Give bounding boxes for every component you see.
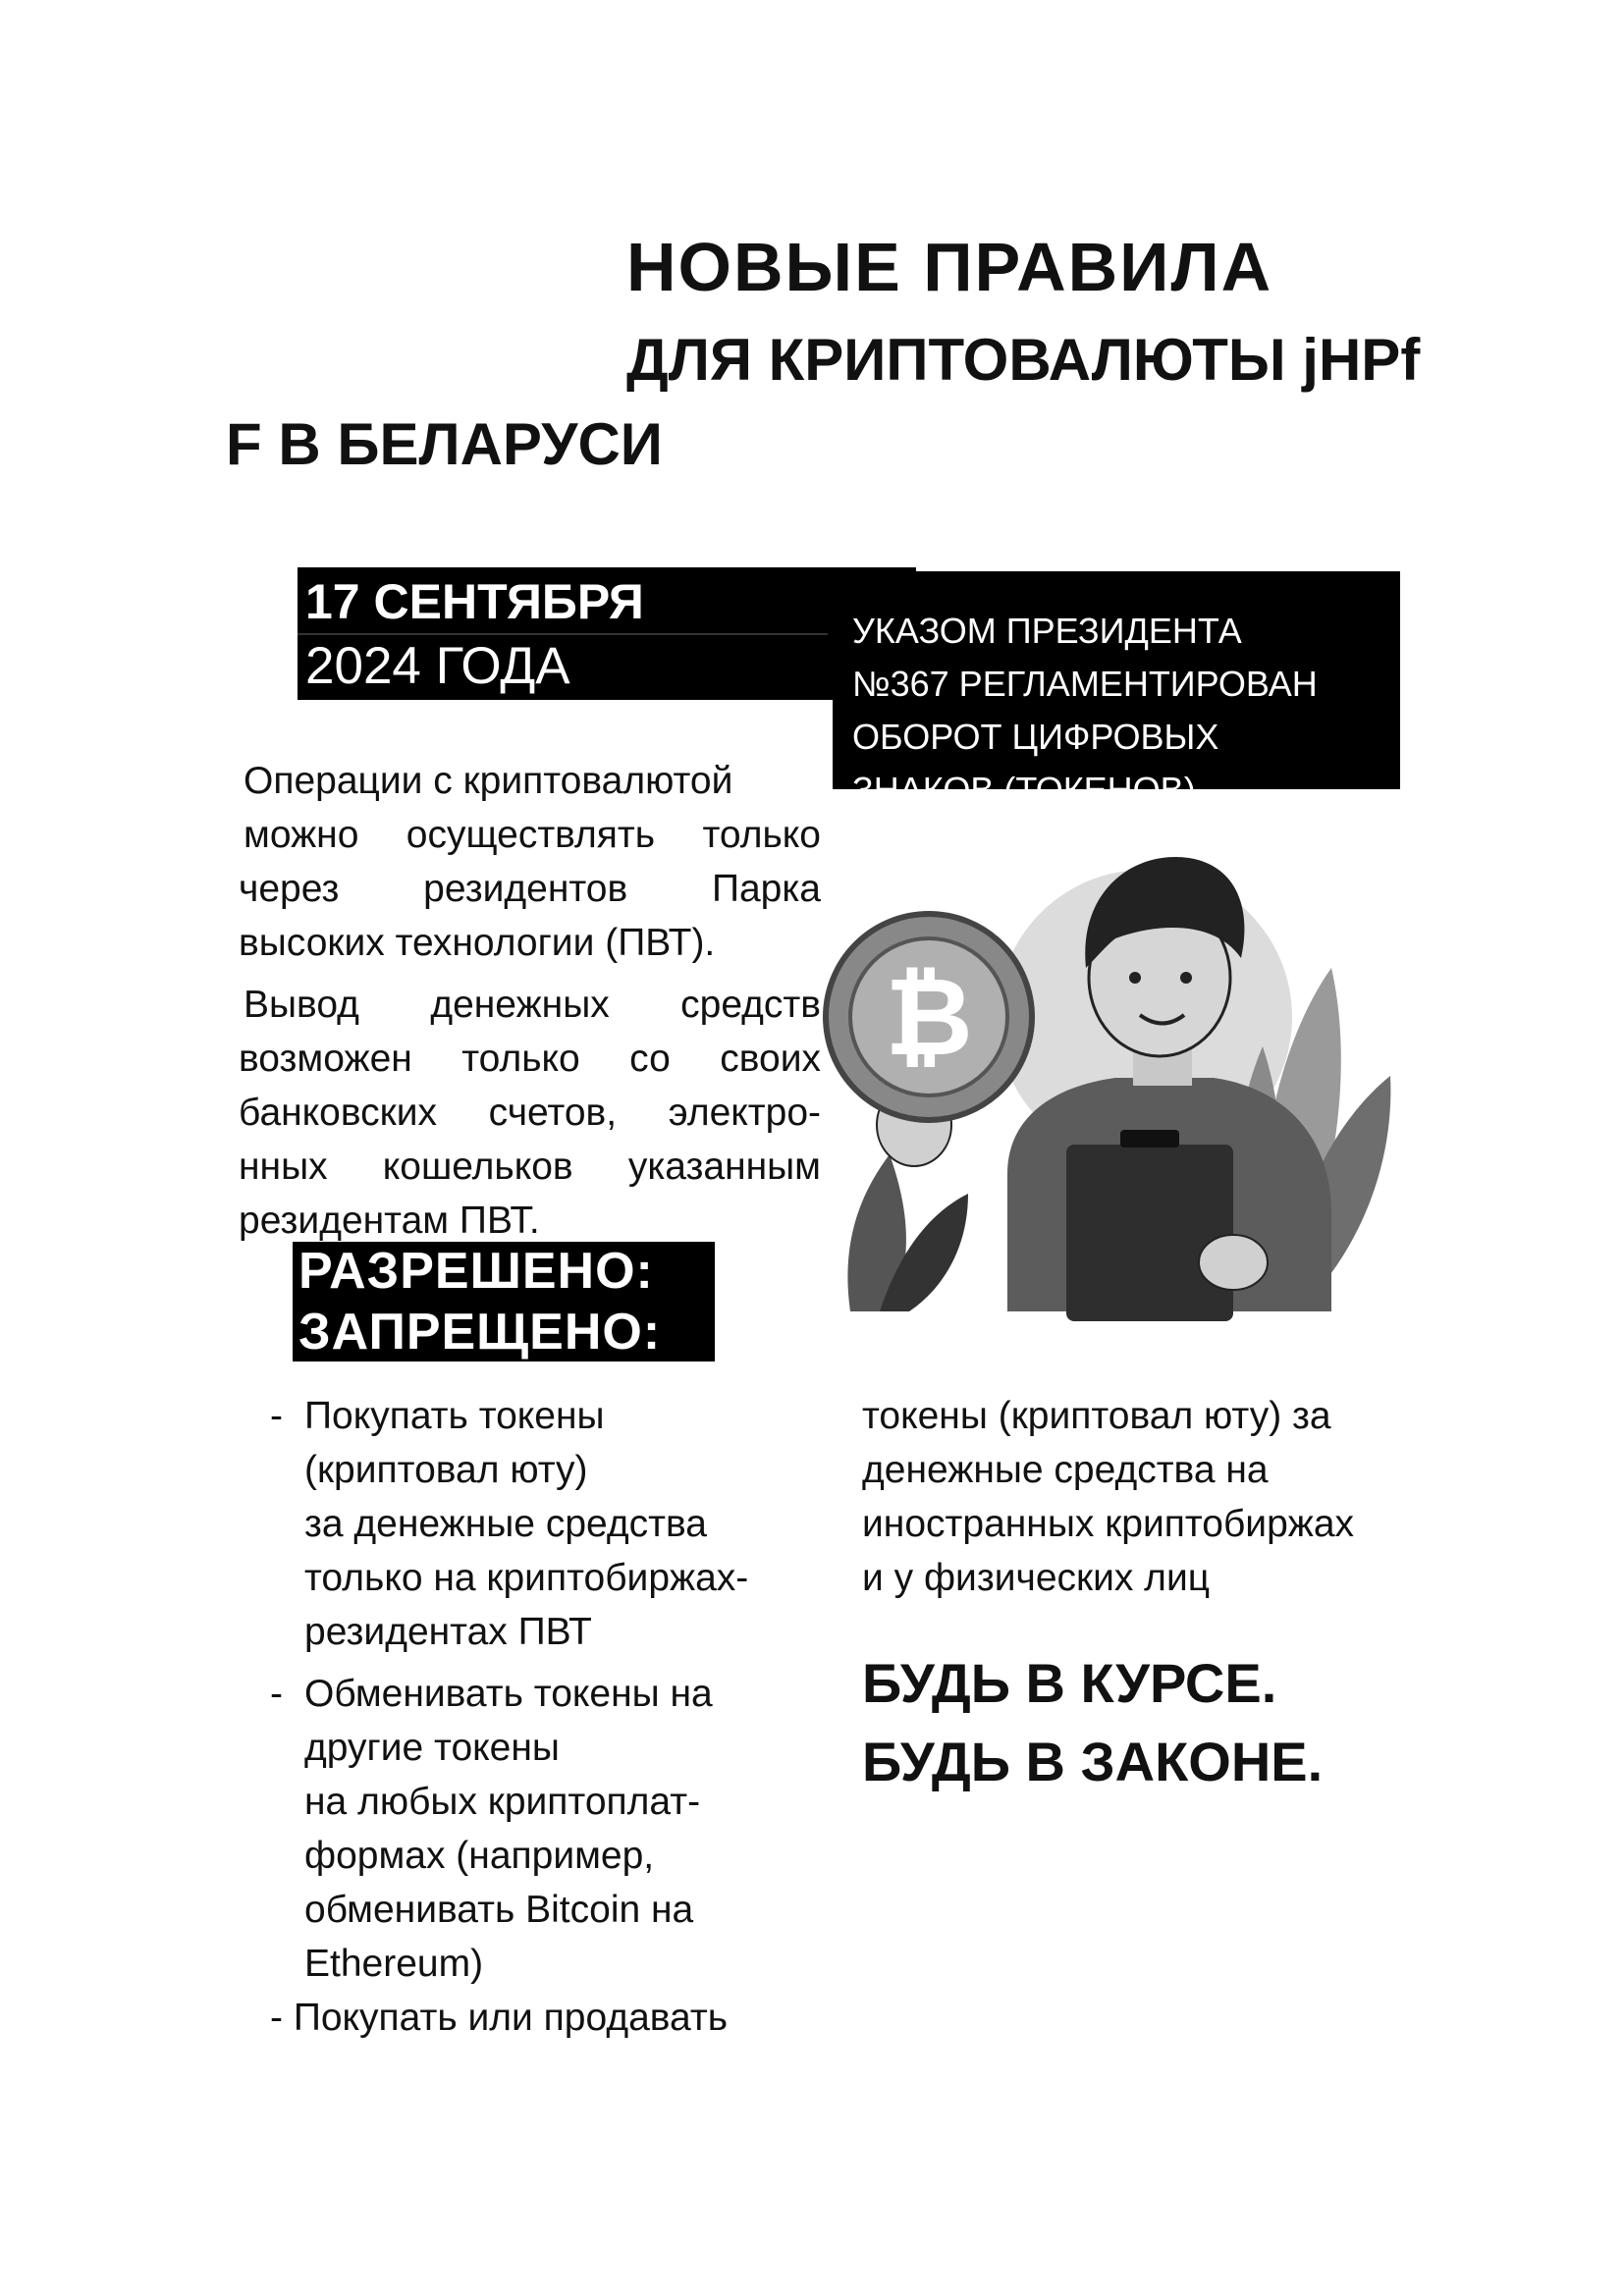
forbidden-item-line: токены (криптовал юту) за (862, 1395, 1331, 1437)
forbidden-item-line: денежные средства на (862, 1449, 1269, 1491)
list-dash: - (270, 1395, 283, 1437)
decree-line-1: УКАЗОМ ПРЕЗИДЕНТА (852, 611, 1242, 651)
list-item-line: (криптовал юту) (304, 1449, 588, 1491)
paragraph-withdrawal (239, 978, 821, 1248)
decree-line-4: ЗНАКОВ (ТОКЕНОВ) (852, 770, 1196, 810)
list-item (270, 1667, 820, 1991)
list-item-line: Обменивать токены на (304, 1673, 713, 1715)
allowed-forbidden-labels (293, 1242, 715, 1362)
decree-line-3: ОБОРОТ ЦИФРОВЫХ (852, 717, 1219, 757)
title-line-2: ДЛЯ КРИПТОВАЛЮТЫ jHPf (626, 327, 1421, 393)
date-box-line-2: 2024 ГОДА (305, 637, 570, 695)
list-item-line: обменивать Bitcoin на (304, 1889, 694, 1931)
paragraph-withdrawal-line: возможен только со своих (239, 1038, 821, 1080)
list-item-line: Покупать токены (304, 1395, 605, 1437)
allowed-label: РАЗРЕШЕНО: (298, 1243, 654, 1300)
list-item-line: за денежные средства (304, 1503, 707, 1545)
bitcoin-coin-illustration-icon (821, 821, 1400, 1319)
motto-line-1: БУДЬ В КУРСЕ. (862, 1652, 1277, 1714)
allowed-list (270, 1389, 820, 2045)
date-box-line-1: 17 СЕНТЯБРЯ (305, 574, 644, 629)
list-item-line: формах (например, (304, 1835, 655, 1877)
paragraph-operations-line: Операции с криптовалютой (243, 760, 733, 802)
list-item-line: только на криптобиржах- (304, 1557, 749, 1599)
list-item-line: на любых криптоплат- (304, 1781, 701, 1823)
bitcoin-illustration (821, 821, 1400, 1319)
motto (862, 1644, 1323, 1801)
title-line-3: F В БЕЛАРУСИ (226, 411, 663, 477)
decree-line-2: №367 РЕГЛАМЕНТИРОВАН (852, 664, 1318, 704)
forbidden-item-line: иностранных криптобиржах (862, 1503, 1355, 1545)
forbidden-item-line: и у физических лиц (862, 1557, 1211, 1599)
paragraph-operations-line: высоких технологии (ПВТ). (239, 922, 716, 964)
title-line-1: НОВЫЕ ПРАВИЛА (626, 229, 1273, 305)
paragraph-operations-line: через резидентов Парка (239, 868, 821, 910)
paragraph-withdrawal-line: банковских счетов, электро- (239, 1092, 821, 1134)
paragraph-withdrawal-line: Вывод денежных средств (243, 984, 821, 1026)
list-item-line: Ethereum) (304, 1943, 484, 1985)
list-dash: - (270, 1673, 283, 1715)
date-box-divider (298, 633, 828, 635)
paragraph-operations (239, 754, 821, 970)
tablet-screen (1120, 1130, 1179, 1148)
bitcoin-symbol: ₿ (885, 954, 973, 1080)
forbidden-label: ЗАПРЕЩЕНО: (298, 1304, 662, 1361)
decree-box (833, 571, 1400, 810)
person-eye (1180, 972, 1192, 984)
list-item-line: резидентах ПВТ (304, 1611, 592, 1653)
person-eye (1129, 972, 1141, 984)
list-item-line: другие токены (304, 1727, 560, 1769)
paragraph-operations-line: можно осуществлять только (243, 814, 821, 856)
forbidden-item-continuation (862, 1389, 1412, 1605)
tablet (1066, 1145, 1233, 1321)
paragraph-withdrawal-line: резидентам ПВТ. (239, 1200, 540, 1242)
paragraph-withdrawal-line: нных кошельков указанным (239, 1146, 821, 1188)
motto-line-2: БУДЬ В ЗАКОНЕ. (862, 1731, 1324, 1792)
forbidden-item-first-line: - Покупать или продавать (270, 1997, 729, 2039)
date-box (298, 567, 916, 700)
person-hand (1199, 1235, 1268, 1290)
list-item (270, 1389, 820, 1659)
